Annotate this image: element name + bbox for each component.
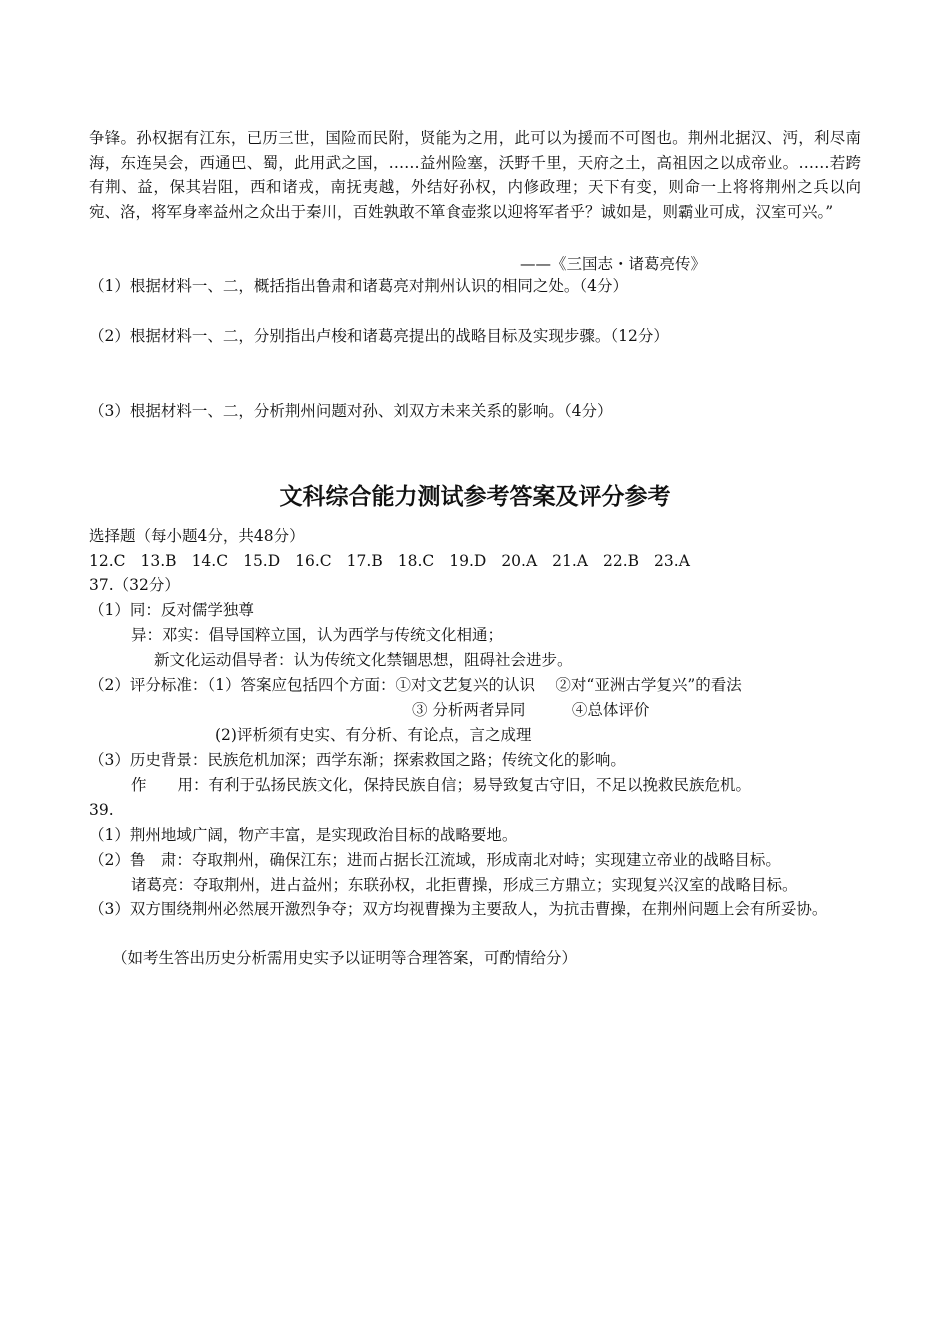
passage-text: 争锋。孙权据有江东，已历三世，国险而民附，贤能为之用，此可以为援而不可图也。荆州北据汉、沔，利尽南海，东连吴会，西通巴、蜀，此用武之国，……益州险塞，沃野千里，天府之土，高祖因之以成帝业。……若跨有荆、益，保其岩阻，西和诸戎，南抚夷越，外结好孙权，内修政理；天下有变，则命一上将将荆州之兵以向宛、洛，将军身率益州之众出于秦川，百姓孰敢不箪食壶浆以迎将军者乎？诚如是，则霸业可成，汉室可兴。” <box>89 129 861 221</box>
q37-part1-same: （1）同：反对儒学独尊 <box>89 601 254 619</box>
q39-part1: （1）荆州地域广阔，物产丰富，是实现政治目标的战略要地。 <box>89 826 518 844</box>
q39-part2-zhuge: 诸葛亮：夺取荆州，进占益州；东联孙权，北拒曹操，形成三方鼎立；实现复兴汉室的战略目标。 <box>131 876 798 894</box>
mc-answer: 16.C <box>295 552 332 570</box>
answer-key-title: 文科综合能力测试参考答案及评分参考 <box>279 484 671 510</box>
q37-part1-diff: 异：邓实：倡导国粹立国，认为西学与传统文化相通； <box>131 626 504 644</box>
mc-answer: 13.B <box>140 552 177 570</box>
question-3: （3）根据材料一、二，分析荆州问题对孙、刘双方未来关系的影响。（4分） <box>89 402 613 420</box>
grading-note: （如考生答出历史分析需用史实予以证明等合理答案，可酌情给分） <box>112 949 578 967</box>
mc-answer: 17.B <box>346 552 383 570</box>
q37-part2-criteria-cont: ③ 分析两者异同 ④总体评价 <box>412 701 650 719</box>
q37-part3-background: （3）历史背景：民族危机加深；西学东渐；探索救国之路；传统文化的影响。 <box>89 751 626 769</box>
q37-header: 37.（32分） <box>89 576 180 594</box>
mc-answer: 14.C <box>191 552 229 570</box>
mc-answer: 12.C <box>89 552 126 570</box>
q39-header: 39. <box>89 801 114 819</box>
mc-answers-row <box>89 551 705 571</box>
q37-part2-criteria: （2）评分标准：（1）答案应包括四个方面：①对文艺复兴的认识 ②对“亚洲古学复兴”的看法 <box>89 676 742 694</box>
mc-header: 选择题（每小题4分，共48分） <box>89 527 305 545</box>
mc-answer: 21.A <box>552 552 588 570</box>
q37-part3-effect: 作 用：有利于弘扬民族文化，保持民族自信；易导致复古守旧，不足以挽救民族危机。 <box>131 776 752 794</box>
passage-source: ——《三国志・诸葛亮传》 <box>520 255 707 273</box>
q39-part3: （3）双方围绕荆州必然展开激烈争夺；双方均视曹操为主要敌人，为抗击曹操，在荆州问题上会有所妥协。 <box>89 900 828 918</box>
question-1: （1）根据材料一、二，概括指出鲁肃和诸葛亮对荆州认识的相同之处。（4分） <box>89 277 628 295</box>
q37-part2-criteria-2: (2)评析须有史实、有分析、有论点，言之成理 <box>215 726 532 744</box>
q37-part1-diff2: 新文化运动倡导者：认为传统文化禁锢思想，阻碍社会进步。 <box>154 651 573 669</box>
mc-answer: 15.D <box>243 552 281 570</box>
mc-answer: 19.D <box>449 552 487 570</box>
q39-part2-lusu: （2）鲁 肃：夺取荆州，确保江东；进而占据长江流域，形成南北对峙；实现建立帝业的战略目标。 <box>89 851 781 869</box>
mc-answer: 23.A <box>654 552 690 570</box>
mc-answer: 20.A <box>501 552 538 570</box>
mc-answer: 22.B <box>603 552 640 570</box>
question-2: （2）根据材料一、二，分别指出卢梭和诸葛亮提出的战略目标及实现步骤。（12分） <box>89 327 669 345</box>
mc-answer: 18.C <box>397 552 435 570</box>
